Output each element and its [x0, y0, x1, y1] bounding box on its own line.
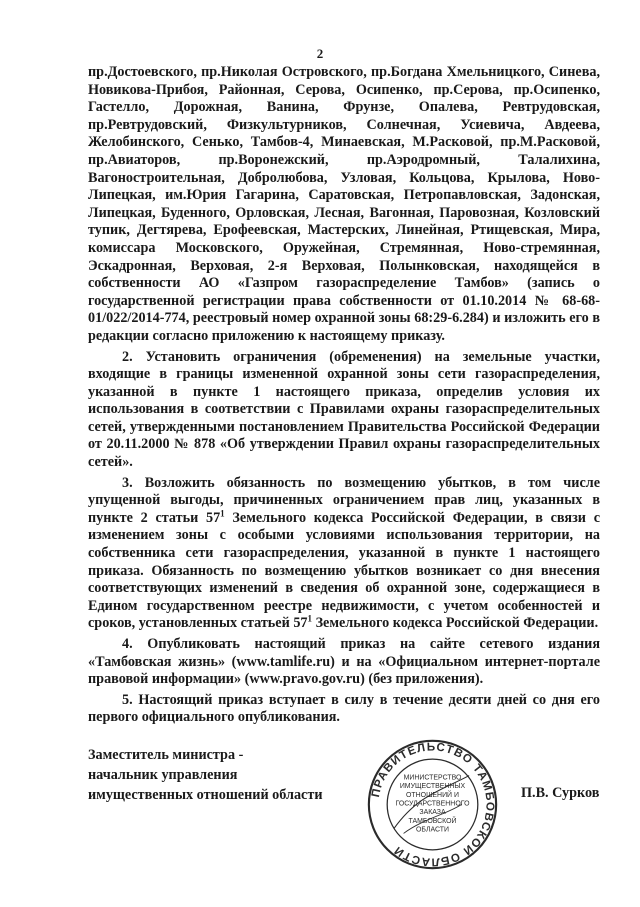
paragraph-3-part-a: 3. Возложить обязанность по возмещению убытков, в том числе упущенной выгоды, причиненных ограничением прав лиц, указанных в пункте 2 статьи 57 — [88, 474, 600, 526]
svg-text:ТАМБОВСКОЙ: ТАМБОВСКОЙ — [408, 817, 457, 825]
document-body — [88, 64, 600, 727]
svg-text:ГОСУДАРСТВЕННОГО: ГОСУДАРСТВЕННОГО — [395, 800, 470, 808]
paragraph-3-part-c: Земельного кодекса Российской Федерации. — [312, 615, 599, 632]
svg-text:ИМУЩЕСТВЕННЫХ: ИМУЩЕСТВЕННЫХ — [399, 783, 466, 791]
paragraph-4: 4. Опубликовать настоящий приказ на сайте сетевого издания «Тамбовская жизнь» (www.tamlife.ru) и на «Официальном интернет-портале правовой информации» (www.pravo.gov.ru) (без приложения). — [88, 636, 600, 688]
signatory-title-line-1: Заместитель министра - — [88, 747, 244, 763]
signatory-title — [88, 745, 323, 805]
svg-text:ОБЛАСТИ: ОБЛАСТИ — [416, 826, 449, 834]
signatory-title-line-2: начальник управления — [88, 767, 238, 783]
svg-text:ПРАВИТЕЛЬСТВО ТАМБОВСКОЙ ОБЛАС: ПРАВИТЕЛЬСТВО ТАМБОВСКОЙ ОБЛАСТИ — [369, 741, 496, 868]
paragraph-5: 5. Настоящий приказ вступает в силу в течение десяти дней со дня его первого официального опубликования. — [88, 691, 600, 726]
signatory-name: П.В. Сурков — [521, 785, 600, 801]
signatory-title-line-3: имущественных отношений области — [88, 787, 323, 803]
paragraph-1-continuation: пр.Достоевского, пр.Николая Островского, пр.Богдана Хмельницкого, Синева, Новикова-Прибоя, Районная, Серова, Осипенко, пр.Серова, пр.Осипенко, Гастелло, Дорожная, Ванина, Фрунзе, Опалева, Ревтрудовская, пр.Ревтрудовский, Физкультурников, Солнечная, Усиевича, Авдеева, Желобинского, Сенько, Тамбов-4, Минаевская, М.Расковой, пр.М.Расковой, пр.Авиаторов, пр.Воронежский, пр.Аэродромный, Талалихина, Вагоностроительная, Добролюбова, Узловая, Кольцова, Крылова, Ново-Липецкая, им.Юрия Гагарина, Саратовская, Петропавловская, Задонская, Липецкая, Буденного, Орловская, Лесная, Вагонная, Паровозная, Козловский тупик, Дегтярева, Ерофеевская, Мастерских, Линейная, Ртищевская, Мира, комиссара Московского, Оружейная, Стремянная, Ново-стремянная, Эскадронная, Верховая, 2-я Верховая, Полынковская, находящейся в собственности АО «Газпром газораспределение Тамбов» (запись о государственной регистрации права собственности от 01.10.2014 № 68-68-01/022/2014-774, реестровый номер охранной зоны 68:29-6.284) и изложить его в редакции согласно приложению к настоящему приказу. — [88, 64, 600, 344]
paragraph-2: 2. Установить ограничения (обременения) на земельные участки, входящие в границы измененной охранной зоны сети газораспределения, указанной в пункте 1 настоящего приказа, определив условия их использования в соответствии с Правилами охраны газораспределительных сетей, утвержденными постановлением Правительства Российской Федерации от 20.11.2000 № 878 «Об утверждении Правил охраны газораспределительных сетей». — [88, 348, 600, 471]
official-seal-stamp — [365, 737, 500, 872]
svg-text:МИНИСТЕРСТВО: МИНИСТЕРСТВО — [403, 774, 462, 782]
paragraph-3 — [88, 475, 600, 633]
page-number: 2 — [316, 46, 324, 61]
superscript: 1 — [220, 508, 225, 519]
paragraph-3-part-b: Земельного кодекса Российской Федерации, в связи с изменением зоны с особыми условиями использования территории, на собственника сети газораспределения, указанной в пункте 1 настоящего приказа. Обязанность по возмещению убытков возникает со дня внесения соответствующих изменений в сведения об охранной зоне, содержащиеся в Едином государственном реестре недвижимости, с учетом особенностей и сроков, установленных статьей 57 — [88, 509, 600, 632]
svg-text:ЗАКАЗА: ЗАКАЗА — [419, 809, 446, 817]
superscript: 1 — [307, 613, 313, 624]
svg-text:ОТНОШЕНИЙ И: ОТНОШЕНИЙ И — [406, 791, 459, 799]
